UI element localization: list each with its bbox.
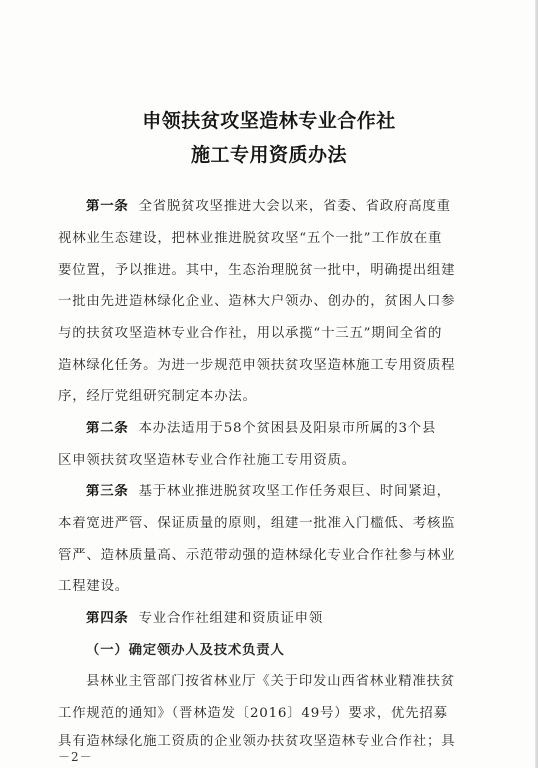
article-1-line-1 [86, 199, 488, 215]
article-3-line-2: 本着宽进严管、保证质量的原则，组建一批准入门槛低、考核监 [58, 516, 456, 531]
article-1-line-5: 与的扶贫攻坚造林专业合作社，用以承揽“十三五”期间全省的 [58, 326, 443, 341]
article-1-text: 全省脱贫攻坚推进大会以来，省委、省政府高度重 [138, 199, 451, 214]
article-3-line-4: 工程建设。 [58, 579, 129, 594]
document-title-line-2: 施工专用资质办法 [190, 144, 347, 166]
document-title-line-1: 申领扶贫攻坚造林专业合作社 [142, 110, 396, 132]
article-1-line-6: 造林绿化任务。为进一步规范申领扶贫攻坚造林施工专用资质程 [58, 358, 456, 373]
article-1-line-7: 序，经厅党组研究制定本办法。 [58, 389, 257, 404]
article-2-label: 第二条 [86, 421, 129, 436]
subsection-line-1: 县林业主管部门按省林业厅《关于印发山西省林业精准扶贫 [86, 674, 455, 689]
subsection-line-2: 工作规范的通知》（晋林造发〔2016〕49号）要求，优先招募 [58, 706, 448, 721]
article-1-line-3: 要位置，予以推进。其中，生态治理脱贫一批中，明确提出组建 [58, 263, 456, 278]
article-3-line-3: 管严、造林质量高、示范带动强的造林绿化专业合作社参与林业 [58, 548, 456, 563]
article-2-line-2: 区申领扶贫攻坚造林专业合作社施工专用资质。 [58, 453, 357, 468]
article-2-line-1 [86, 421, 488, 437]
article-3-label: 第三条 [86, 484, 129, 499]
subsection-heading: （一）确定领办人及技术负责人 [86, 643, 285, 658]
subsection-line-3: 具有造林绿化施工资质的企业领办扶贫攻坚造林专业合作社；具 [58, 734, 456, 749]
article-1-line-2: 视林业生态建设，把林业推进脱贫攻坚“五个一批”工作放在重 [58, 231, 443, 246]
article-1-line-4: 一批由先进造林绿化企业、造林大户领办、创办的，贫困人口参 [58, 294, 456, 309]
page-number: －2－ [58, 750, 93, 764]
article-4-label: 第四条 [86, 611, 129, 626]
article-3-line-1 [86, 484, 488, 500]
article-4-text: 专业合作社组建和资质证申领 [138, 611, 324, 626]
article-4-line-1 [86, 611, 488, 627]
article-3-text: 基于林业推进脱贫攻坚工作任务艰巨、时间紧迫， [138, 484, 451, 499]
article-1-label: 第一条 [86, 199, 129, 214]
article-2-text: 本办法适用于58个贫困县及阳泉市所属的3个县 [138, 421, 437, 436]
